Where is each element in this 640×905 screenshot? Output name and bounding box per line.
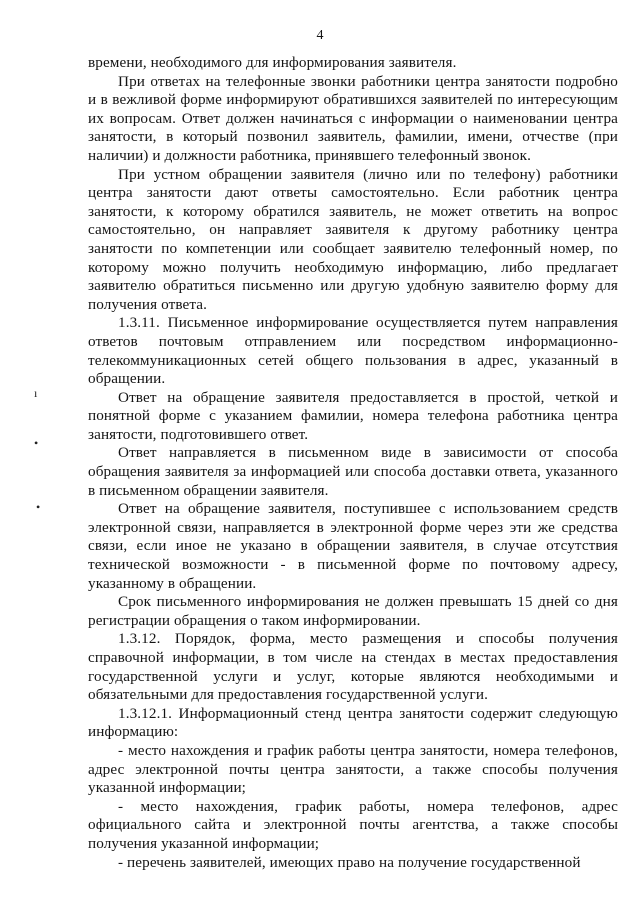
paragraph: При устном обращении заявителя (лично или по телефону) работники центра занятости дают ответы самостоятельно. Если работник центра занятости, к которому обратился заявитель, не может ответить на вопрос самостоятельно, он направляет заявителя к другому работнику центра занятости по компетенции или сообщает заявителю телефонный номер, по которому можно получить необходимую информацию, либо предлагает заявителю обратиться письменно или другую удобную заявителю форму для получения ответа. xyxy=(88,165,618,313)
paragraph: - место нахождения и график работы центра занятости, номера телефонов, адрес электронной почты центра занятости, а также способы получения указанной информации; xyxy=(88,741,618,797)
page-number: 4 xyxy=(316,28,324,43)
document-body xyxy=(88,54,618,872)
margin-mark: • xyxy=(34,436,39,450)
paragraph: Ответ направляется в письменном виде в зависимости от способа обращения заявителя за информацией или способа доставки ответа, указанного в письменном обращении заявителя. xyxy=(88,444,618,499)
margin-mark: ı xyxy=(34,386,38,400)
paragraph: 1.3.12.1. Информационный стенд центра занятости содержит следующую информацию: xyxy=(88,704,618,741)
paragraph: Срок письменного информирования не должен превышать 15 дней со дня регистрации обращения о таком информировании. xyxy=(88,593,618,629)
paragraph: - перечень заявителей, имеющих право на получение государственной xyxy=(118,853,581,871)
paragraph: Ответ на обращение заявителя предоставляется в простой, четкой и понятной форме с указанием фамилии, номера телефона работника центра занятости, подготовившего ответ. xyxy=(88,388,618,443)
paragraph: 1.3.12. Порядок, форма, место размещения и способы получения справочной информации, в том числе на стендах в местах предоставления государственной услуги и услуг, которые являются необходимыми и обязательными для предоставления государственной услуги. xyxy=(88,630,618,704)
paragraph: При ответах на телефонные звонки работники центра занятости подробно и в вежливой форме информируют обратившихся заявителей по интересующим их вопросам. Ответ должен начинаться с информации о наименовании центра занятости, в который позвонил заявитель, фамилии, имени, отчестве (при наличии) и должности работника, принявшего телефонный звонок. xyxy=(88,72,618,164)
paragraph: времени, необходимого для информирования заявителя. xyxy=(88,54,457,71)
paragraph: 1.3.11. Письменное информирование осуществляется путем направления ответов почтовым отправлением или посредством информационно-телекоммуникационных сетей общего пользования в адрес, указанный в обращении. xyxy=(88,314,618,388)
paragraph: Ответ на обращение заявителя, поступившее с использованием средств электронной связи, направляется в электронной форме через эти же средства связи, если иное не указано в обращении заявителя, в случае отсутствия технической возможности - в письменной форме по почтовому адресу, указанному в обращении. xyxy=(88,500,618,592)
paragraph: - место нахождения, график работы, номера телефонов, адрес официального сайта и электронной почты агентства, а также способы получения указанной информации; xyxy=(88,797,618,852)
margin-mark: • xyxy=(36,500,41,514)
